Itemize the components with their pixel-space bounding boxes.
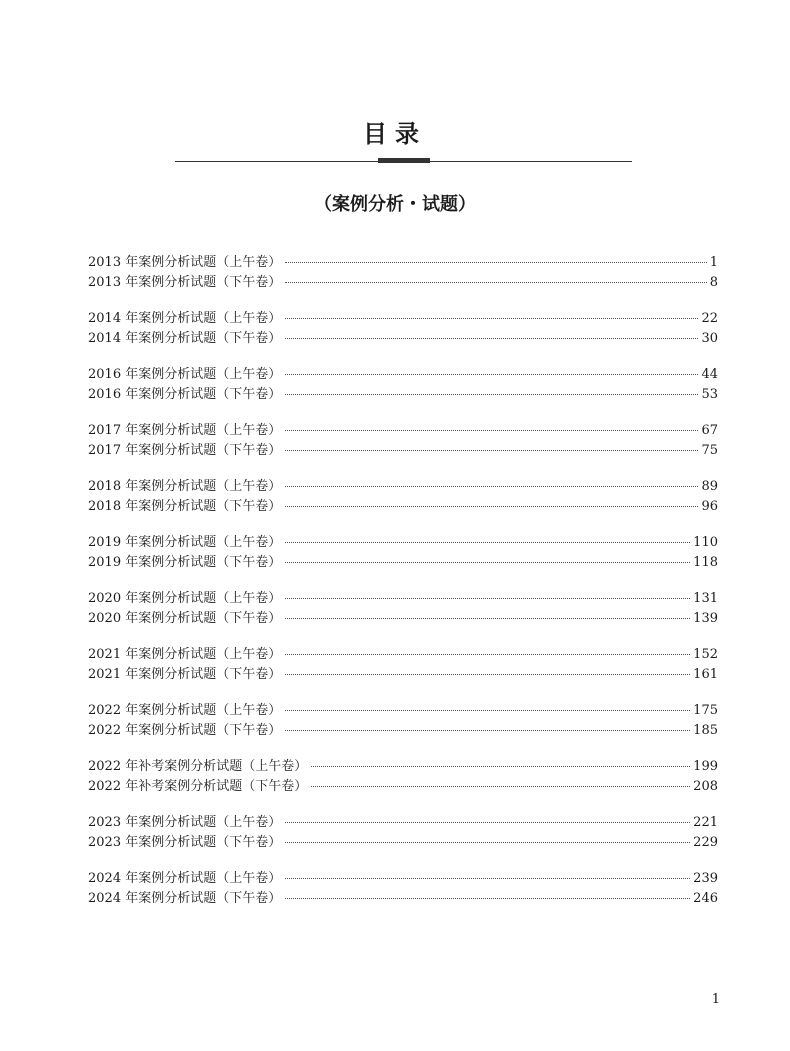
toc-group (88, 533, 718, 573)
toc-entry-title: 2021 年案例分析试题（下午卷） (88, 667, 282, 682)
table-of-contents (88, 253, 718, 925)
toc-dot-leader (285, 878, 690, 879)
toc-entry-page-number: 208 (693, 779, 718, 794)
toc-group (88, 589, 718, 629)
toc-entry-page-number: 229 (693, 835, 718, 850)
toc-entry[interactable] (88, 309, 718, 329)
toc-entry-title: 2020 年案例分析试题（下午卷） (88, 611, 282, 626)
toc-entry-page-number: 139 (693, 611, 718, 626)
toc-entry-page-number: 89 (701, 479, 718, 494)
toc-entry-page-number: 152 (693, 647, 718, 662)
toc-entry-page-number: 199 (693, 759, 718, 774)
toc-dot-leader (285, 898, 690, 899)
toc-group (88, 477, 718, 517)
toc-entry[interactable] (88, 329, 718, 349)
toc-entry-page-number: 44 (701, 367, 718, 382)
toc-entry-page-number: 246 (693, 891, 718, 906)
toc-entry-page-number: 239 (693, 871, 718, 886)
toc-entry[interactable] (88, 497, 718, 517)
toc-entry-title: 2022 年补考案例分析试题（下午卷） (88, 779, 308, 794)
toc-dot-leader (285, 730, 690, 731)
toc-dot-leader (285, 654, 690, 655)
toc-entry[interactable] (88, 553, 718, 573)
title-divider-accent (378, 158, 430, 163)
toc-entry-title: 2017 年案例分析试题（下午卷） (88, 443, 282, 458)
toc-group (88, 309, 718, 349)
toc-entry-title: 2019 年案例分析试题（下午卷） (88, 555, 282, 570)
toc-entry-page-number: 131 (693, 591, 718, 606)
toc-entry-page-number: 185 (693, 723, 718, 738)
toc-dot-leader (285, 486, 698, 487)
toc-entry[interactable] (88, 777, 718, 797)
toc-entry-title: 2017 年案例分析试题（上午卷） (88, 423, 282, 438)
toc-entry-title: 2024 年案例分析试题（下午卷） (88, 891, 282, 906)
toc-entry-page-number: 221 (693, 815, 718, 830)
toc-entry[interactable] (88, 589, 718, 609)
toc-group (88, 645, 718, 685)
toc-group (88, 701, 718, 741)
toc-dot-leader (285, 542, 690, 543)
toc-entry-title: 2022 年补考案例分析试题（上午卷） (88, 759, 308, 774)
toc-entry[interactable] (88, 813, 718, 833)
toc-dot-leader (285, 506, 698, 507)
toc-entry-title: 2022 年案例分析试题（下午卷） (88, 723, 282, 738)
toc-dot-leader (285, 374, 698, 375)
toc-dot-leader (311, 786, 690, 787)
toc-dot-leader (285, 710, 690, 711)
toc-entry-page-number: 67 (701, 423, 718, 438)
toc-entry-title: 2021 年案例分析试题（上午卷） (88, 647, 282, 662)
toc-entry-title: 2014 年案例分析试题（上午卷） (88, 311, 282, 326)
toc-dot-leader (285, 450, 698, 451)
toc-dot-leader (285, 318, 698, 319)
toc-entry-title: 2016 年案例分析试题（上午卷） (88, 367, 282, 382)
toc-entry-title: 2019 年案例分析试题（上午卷） (88, 535, 282, 550)
toc-entry[interactable] (88, 609, 718, 629)
toc-entry[interactable] (88, 757, 718, 777)
toc-entry-title: 2013 年案例分析试题（下午卷） (88, 275, 282, 290)
toc-entry[interactable] (88, 253, 718, 273)
toc-entry-page-number: 30 (701, 331, 718, 346)
toc-dot-leader (285, 394, 698, 395)
toc-group (88, 869, 718, 909)
toc-entry[interactable] (88, 721, 718, 741)
toc-entry[interactable] (88, 533, 718, 553)
toc-entry-title: 2018 年案例分析试题（下午卷） (88, 499, 282, 514)
toc-dot-leader (285, 842, 690, 843)
toc-group (88, 813, 718, 853)
toc-entry[interactable] (88, 421, 718, 441)
toc-entry-page-number: 53 (701, 387, 718, 402)
toc-group (88, 253, 718, 293)
toc-dot-leader (285, 262, 707, 263)
toc-group (88, 421, 718, 461)
toc-entry[interactable] (88, 365, 718, 385)
toc-dot-leader (311, 766, 690, 767)
toc-entry[interactable] (88, 273, 718, 293)
toc-entry-page-number: 1 (709, 255, 718, 270)
toc-entry-page-number: 118 (693, 555, 718, 570)
page-number: 1 (711, 992, 720, 1007)
toc-entry-title: 2018 年案例分析试题（上午卷） (88, 479, 282, 494)
page-subtitle: （案例分析・试题） (314, 194, 476, 215)
toc-entry-title: 2024 年案例分析试题（上午卷） (88, 871, 282, 886)
toc-dot-leader (285, 822, 690, 823)
toc-entry-page-number: 161 (693, 667, 718, 682)
toc-entry-page-number: 175 (693, 703, 718, 718)
toc-entry[interactable] (88, 385, 718, 405)
toc-dot-leader (285, 562, 690, 563)
toc-dot-leader (285, 282, 707, 283)
toc-entry[interactable] (88, 665, 718, 685)
toc-group (88, 365, 718, 405)
toc-entry-title: 2014 年案例分析试题（下午卷） (88, 331, 282, 346)
toc-entry-page-number: 22 (701, 311, 718, 326)
toc-entry-title: 2013 年案例分析试题（上午卷） (88, 255, 282, 270)
toc-entry[interactable] (88, 889, 718, 909)
toc-entry[interactable] (88, 701, 718, 721)
toc-dot-leader (285, 598, 690, 599)
toc-entry[interactable] (88, 645, 718, 665)
toc-entry-title: 2020 年案例分析试题（上午卷） (88, 591, 282, 606)
toc-dot-leader (285, 618, 690, 619)
toc-entry[interactable] (88, 441, 718, 461)
toc-entry[interactable] (88, 477, 718, 497)
toc-entry-title: 2023 年案例分析试题（上午卷） (88, 815, 282, 830)
toc-entry-page-number: 75 (701, 443, 718, 458)
toc-entry-page-number: 96 (701, 499, 718, 514)
toc-entry-title: 2023 年案例分析试题（下午卷） (88, 835, 282, 850)
toc-dot-leader (285, 430, 698, 431)
toc-entry-page-number: 110 (693, 535, 718, 550)
toc-dot-leader (285, 338, 698, 339)
page-title: 目录 (363, 119, 427, 148)
toc-entry[interactable] (88, 833, 718, 853)
toc-entry-page-number: 8 (709, 275, 718, 290)
toc-dot-leader (285, 674, 690, 675)
toc-entry-title: 2022 年案例分析试题（上午卷） (88, 703, 282, 718)
toc-entry[interactable] (88, 869, 718, 889)
toc-entry-title: 2016 年案例分析试题（下午卷） (88, 387, 282, 402)
toc-group (88, 757, 718, 797)
